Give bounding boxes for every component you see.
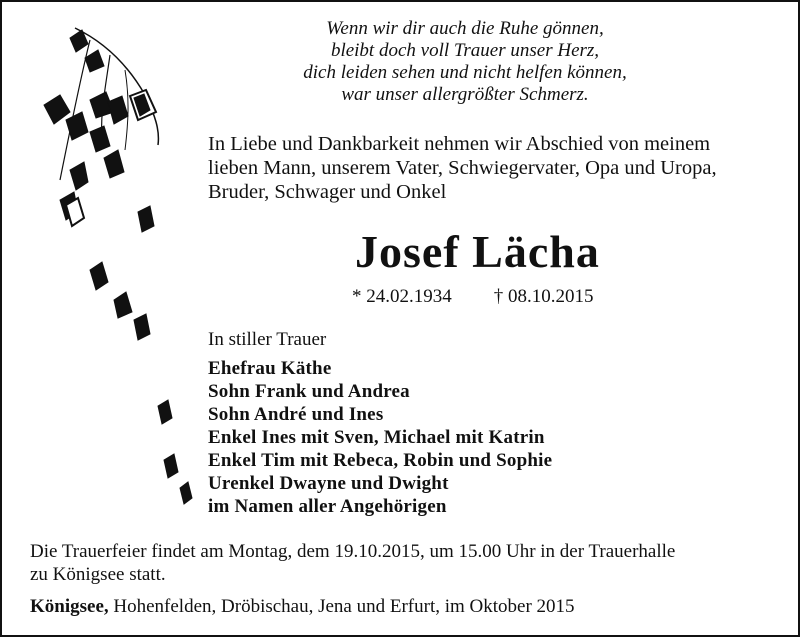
poem-line: Wenn wir dir auch die Ruhe gönnen, bbox=[326, 18, 604, 39]
poem-line: bleibt doch voll Trauer unser Herz, bbox=[330, 40, 600, 61]
family-member: Sohn André und Ines bbox=[208, 404, 384, 425]
family-member: Urenkel Dwayne und Dwight bbox=[208, 473, 449, 494]
family-member: Ehefrau Käthe bbox=[208, 358, 332, 379]
family-member: im Namen aller Angehörigen bbox=[208, 496, 447, 517]
death-date: † 08.10.2015 bbox=[493, 286, 594, 307]
deceased-name: Josef Lächa bbox=[355, 226, 600, 277]
funeral-line: zu Königsee statt. bbox=[30, 564, 166, 585]
funeral-line: Die Trauerfeier findet am Montag, dem 19.10.2015, um 15.00 Uhr in der Trauerhalle bbox=[30, 541, 676, 562]
poem-line: war unser allergrößter Schmerz. bbox=[341, 84, 589, 105]
family-member: Enkel Ines mit Sven, Michael mit Katrin bbox=[208, 427, 545, 448]
intro-text bbox=[208, 132, 788, 204]
closing-place: Königsee, bbox=[30, 596, 109, 617]
family-member: Enkel Tim mit Rebeca, Robin und Sophie bbox=[208, 450, 553, 471]
birch-leaves-icon bbox=[30, 20, 210, 520]
closing-line bbox=[30, 596, 790, 618]
mourning-label: In stiller Trauer bbox=[208, 329, 327, 350]
life-dates bbox=[352, 286, 752, 308]
poem bbox=[215, 18, 715, 106]
intro-line: In Liebe und Dankbarkeit nehmen wir Abschied von meinem bbox=[208, 133, 711, 155]
intro-line: Bruder, Schwager und Onkel bbox=[208, 181, 447, 203]
closing-rest: Hohenfelden, Dröbischau, Jena und Erfurt, im Oktober 2015 bbox=[108, 596, 575, 617]
funeral-notice bbox=[30, 540, 790, 586]
family-list bbox=[208, 357, 678, 518]
birth-date: * 24.02.1934 bbox=[352, 286, 452, 307]
intro-line: lieben Mann, unserem Vater, Schwiegervater, Opa und Uropa, bbox=[208, 157, 717, 179]
family-member: Sohn Frank und Andrea bbox=[208, 381, 410, 402]
poem-line: dich leiden sehen und nicht helfen können, bbox=[303, 62, 627, 83]
